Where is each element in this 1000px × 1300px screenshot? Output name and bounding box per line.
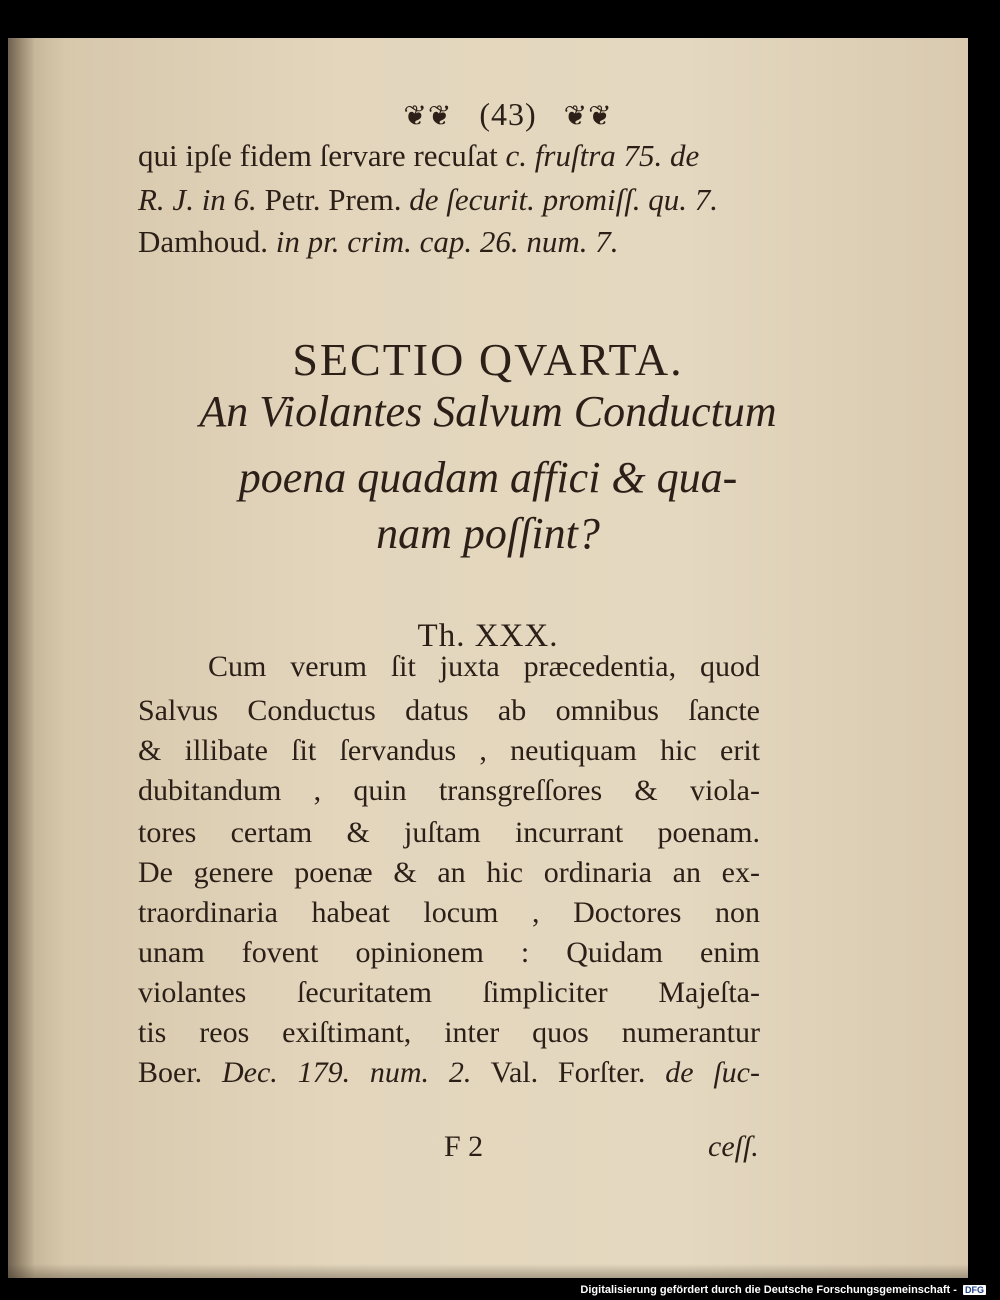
text-segment: unam fovent opinionem : Quidam enim (138, 936, 760, 969)
thesis-heading: Th. XXX. (417, 618, 559, 654)
page-bottom-edge (8, 1264, 968, 1278)
subtitle-line: An Violantes Salvum Conductum (199, 387, 777, 436)
text-line (138, 976, 760, 1010)
text-segment: dubitandum , quin transgreſſores & viola- (138, 774, 760, 807)
text-line (138, 734, 760, 768)
text-segment: tis reos exiſtimant, inter quos numerantur (138, 1016, 760, 1049)
text-segment: R. J. in 6. (138, 182, 257, 217)
text-segment: Damhoud. (138, 224, 276, 259)
text-segment: de ſecurit. promiſſ. qu. 7. (409, 182, 719, 217)
text-segment: tores certam & juſtam incurrant poenam. (138, 816, 760, 849)
left-ornament-icon: ❦❦ (403, 101, 453, 132)
signature-mark: F 2 (444, 1130, 484, 1163)
text-segment: de ſuc- (665, 1056, 760, 1089)
dfg-logo: DFG (965, 1285, 984, 1295)
section-title: SECTIO QVARTA. (292, 334, 684, 385)
text-line (138, 856, 760, 890)
text-line (138, 224, 618, 260)
book-spine-shadow (8, 38, 34, 1278)
text-line (138, 1016, 760, 1050)
text-segment: violantes ſecuritatem ſimpliciter Majeſta- (138, 976, 760, 1009)
text-segment: De genere poenæ & an hic ordinaria an ex- (138, 856, 760, 889)
text-segment: & illibate ſit ſervandus , neutiquam hic erit (138, 734, 760, 767)
book-page (8, 38, 968, 1278)
text-segment: qui ipſe fidem ſervare recuſat (138, 138, 506, 173)
text-segment: in pr. crim. cap. 26. num. 7. (275, 224, 619, 259)
catchword: ceſſ. (708, 1130, 759, 1163)
text-line (138, 774, 760, 808)
digitization-footer (580, 1284, 986, 1296)
text-line (138, 896, 760, 930)
text-segment: traordinaria habeat locum , Doctores non (138, 896, 760, 929)
text-segment: Salvus Conductus datus ab omnibus ſancte (138, 694, 760, 727)
text-line (138, 1056, 760, 1090)
text-line (138, 182, 718, 218)
text-line (138, 936, 760, 970)
text-line (138, 138, 699, 174)
text-segment: c. fruſtra 75. de (505, 138, 700, 173)
footer-text: Digitalisierung gefördert durch die Deutsche Forschungsgemeinschaft - (580, 1284, 957, 1296)
text-line (138, 816, 760, 850)
text-line (138, 694, 760, 728)
right-ornament-icon: ❦❦ (563, 101, 613, 132)
page-number: (43) (479, 96, 537, 132)
running-header (8, 96, 968, 133)
subtitle-line: poena quadam affici & qua- (238, 453, 738, 502)
text-segment: Val. Forſter. (471, 1056, 666, 1089)
subtitle-line: nam poſſint? (376, 509, 600, 558)
text-segment: Cum verum ſit juxta præcedentia, quod (208, 650, 760, 683)
text-segment: Boer. (138, 1056, 222, 1089)
text-segment: Dec. 179. num. 2. (221, 1056, 472, 1089)
text-segment: Petr. Prem. (256, 182, 410, 217)
text-line (208, 650, 760, 684)
